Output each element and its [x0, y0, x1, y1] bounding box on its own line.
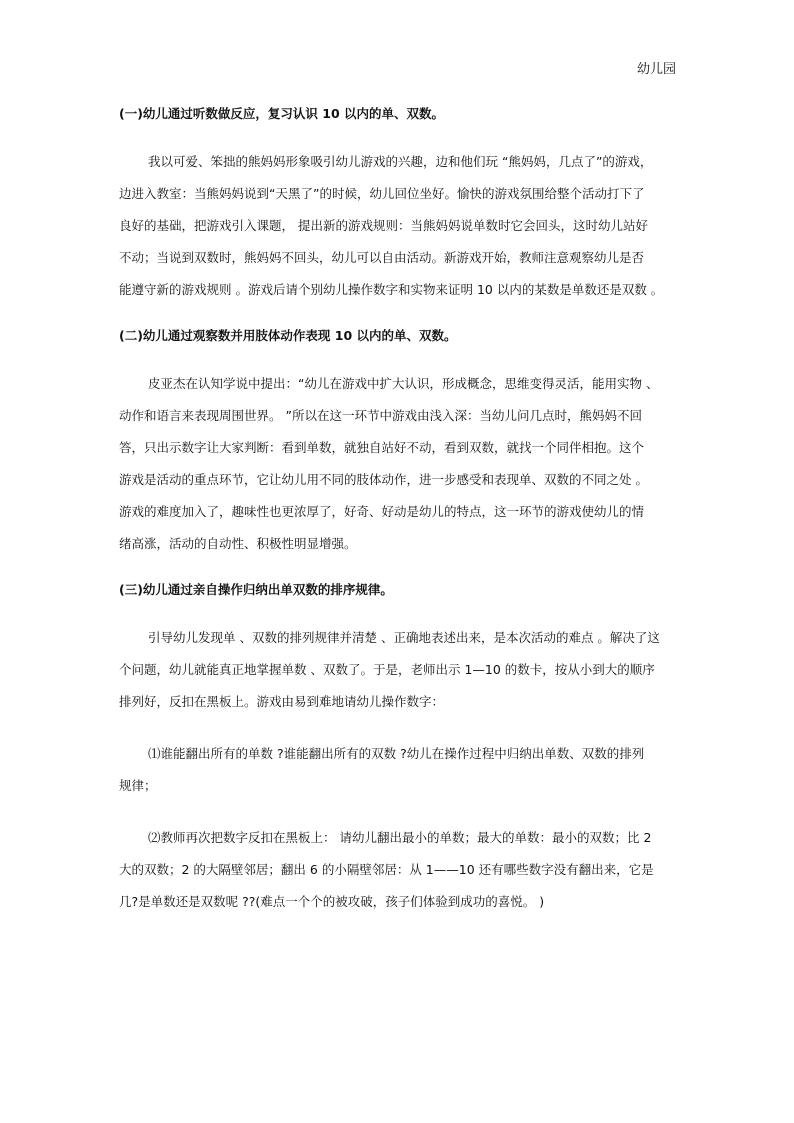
text-line: 答，只出示数字让大家判断：看到单数，就独自站好不动，看到双数，就找一个同伴相抱。这个: [119, 440, 645, 455]
section-2: [119, 326, 679, 560]
text-line: 皮亚杰在认知学说中提出：“幼儿在游戏中扩大认识，形成概念，思维变得灵活，能用实物 、: [148, 376, 659, 391]
text-line: ⑵教师再次把数字反扣在黑板上： 请幼儿翻出最小的单数；最大的单数：最小的双数；比 2: [148, 830, 652, 845]
text-line: 我以可爱、笨拙的熊妈妈形象吸引幼儿游戏的兴趣，边和他们玩 “熊妈妈，几点了”的游戏，: [148, 154, 653, 169]
text-line: 游戏的难度加入了，趣味性也更浓厚了，好奇、好动是幼儿的特点，这一环节的游戏使幼儿的情: [119, 504, 645, 519]
paragraph: [119, 738, 679, 802]
text-line: 几?是单数还是双数呢 ??(难点一个个的被攻破，孩子们体验到成功的喜悦。 ): [119, 894, 545, 909]
document-body: [119, 104, 679, 938]
section-heading: (三)幼儿通过亲自操作归纳出单双数的排序规律。: [119, 582, 393, 597]
text-line: 动作和语言来表现周围世界。 ”所以在这一环节中游戏由浅入深：当幼儿问几点时，熊妈妈不回: [119, 408, 642, 423]
paragraph: [119, 146, 679, 306]
text-line: 排列好，反扣在黑板上。游戏由易到难地请幼儿操作数字：: [119, 694, 445, 709]
text-line: 能遵守新的游戏规则 。游戏后请个别幼儿操作数字和实物来证明 10 以内的某数是单数还是双数 。: [119, 282, 664, 297]
text-line: ⑴谁能翻出所有的单数 ?谁能翻出所有的双数 ?幼儿在操作过程中归纳出单数、双数的排列: [148, 746, 645, 761]
text-line: 边进入教室：当熊妈妈说到“天黑了”的时候，幼儿回位坐好。愉快的游戏氛围给整个活动打下了: [119, 186, 645, 201]
paragraph: [119, 822, 679, 918]
section-3: [119, 580, 679, 918]
text-line: 引导幼儿发现单 、双数的排列规律并清楚 、正确地表述出来，是本次活动的难点 。解决了这: [148, 630, 660, 645]
text-line: 良好的基础，把游戏引入课题， 提出新的游戏规则：当熊妈妈说单数时它会回头，这时幼儿站好: [119, 218, 648, 233]
text-line: 不动；当说到双数时，熊妈妈不回头，幼儿可以自由活动。新游戏开始，教师注意观察幼儿是否: [119, 250, 645, 265]
text-line: 大的双数；2 的大隔壁邻居；翻出 6 的小隔壁邻居：从 1——10 还有哪些数字没有翻出来，它是: [119, 862, 654, 877]
text-line: 个问题，幼儿就能真正地掌握单数 、双数了。于是，老师出示 1—10 的数卡，按从小到大的顺序: [119, 662, 655, 677]
section-heading: (二)幼儿通过观察数并用肢体动作表现 10 以内的单、双数。: [119, 328, 457, 343]
text-line: 规律；: [119, 778, 157, 793]
text-line: 绪高涨，活动的自动性、积极性明显增强。: [119, 536, 357, 551]
section-1: [119, 104, 679, 306]
page-header: 幼儿园: [636, 62, 676, 77]
paragraph: [119, 368, 679, 560]
section-heading: (一)幼儿通过听数做反应，复习认识 10 以内的单、双数。: [119, 106, 445, 121]
text-line: 游戏是活动的重点环节，它让幼儿用不同的肢体动作，进一步感受和表现单、双数的不同之处 。: [119, 472, 648, 487]
paragraph: [119, 622, 679, 718]
